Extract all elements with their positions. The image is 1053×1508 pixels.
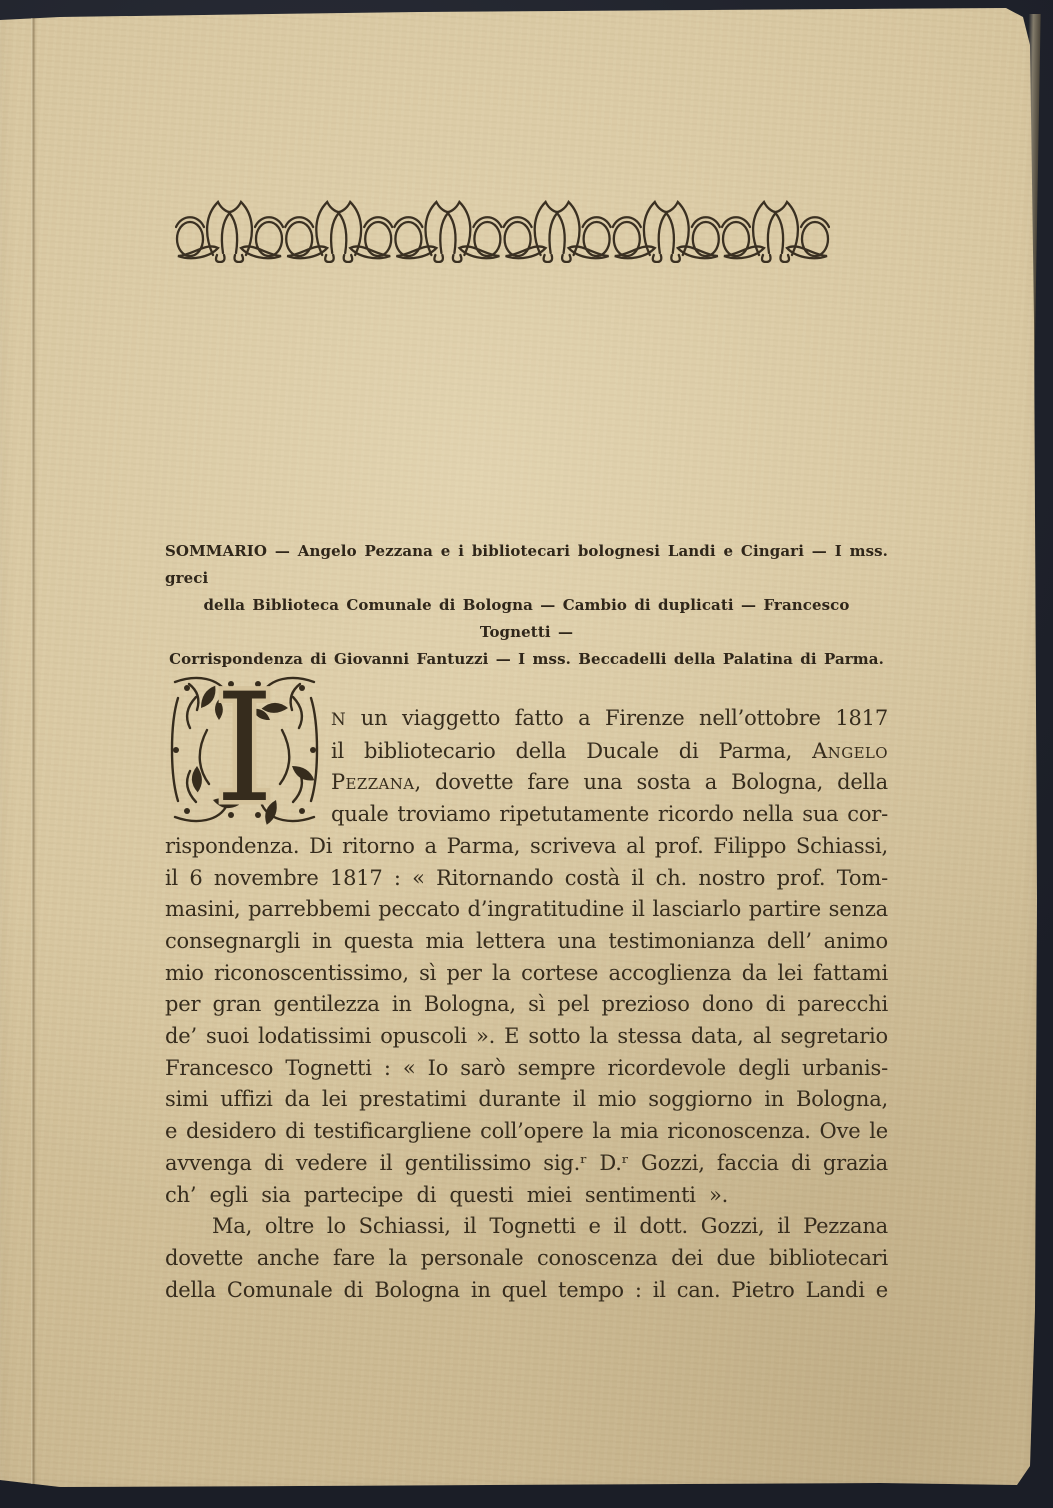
text-line: consegnargli in questa mia lettera una testimonianza dell’ animo <box>165 928 888 953</box>
text-line: per gran gentilezza in Bologna, sì pel prezioso dono di parecchi <box>165 992 888 1017</box>
ornament-band <box>175 197 830 263</box>
text-line: mio riconoscentissimo, sì per la cortese accoglienza da lei fattami <box>165 960 888 985</box>
text-line: dovette anche fare la personale conoscenza dei due bibliotecari <box>165 1245 888 1270</box>
small-caps-name: Pezzana <box>331 770 415 795</box>
text-line: simi uffizi da lei prestatimi durante il mio soggiorno in Bologna, <box>165 1087 888 1112</box>
text-line: e desidero di testificargliene coll’opere la mia riconoscenza. Ove le <box>165 1119 888 1144</box>
text-line: quale troviamo ripetutamente ricordo nella sua cor- <box>331 802 888 827</box>
text-line: della Comunale di Bologna in quel tempo : il can. Pietro Landi e <box>165 1277 888 1302</box>
article-text <box>165 703 888 1306</box>
text-line: Ma, oltre lo Schiassi, il Tognetti e il dott. Gozzi, il Pezzana <box>212 1214 888 1239</box>
text-line: de’ suoi lodatissimi opuscoli ». E sotto la stessa data, al segretario <box>165 1024 888 1049</box>
text-line: N un viaggetto fatto a Firenze nell’ottobre 1817 <box>331 706 888 730</box>
text-line: il 6 novembre 1817 : « Ritornando costà il ch. nostro prof. Tom- <box>165 865 888 890</box>
text-line: Francesco Tognetti : « Io sarò sempre ricordevole degli urbanis- <box>165 1055 888 1080</box>
summary-line: SOMMARIO — Angelo Pezzana e i bibliotecari bolognesi Landi e Cingari — I mss. greci <box>165 542 888 587</box>
small-caps-name: Angelo <box>812 738 888 763</box>
summary-line: della Biblioteca Comunale di Bologna — Cambio di duplicati — Francesco Tognetti — <box>203 596 850 641</box>
text-line: masini, parrebbemi peccato d’ingratitudine il lasciarlo partire senza <box>165 897 888 922</box>
drop-cap-letter: I <box>214 672 275 827</box>
small-cap-letter: N <box>331 709 347 729</box>
text-line: ch’ egli sia partecipe di questi miei sentimenti ». <box>165 1182 729 1207</box>
text-line: avvenga di vedere il gentilissimo sig.ʳ D.ʳ Gozzi, faccia di grazia <box>165 1150 888 1175</box>
text-line: rispondenza. Di ritorno a Parma, scriveva al prof. Filippo Schiassi, <box>165 833 888 858</box>
summary-line: Corrispondenza di Giovanni Fantuzzi — I mss. Beccadelli della Palatina di Parma. <box>169 650 884 668</box>
summary-block <box>165 538 888 673</box>
text-line: il bibliotecario della Ducale di Parma, Angelo <box>331 738 888 763</box>
page-gutter-crease <box>31 18 37 1484</box>
text-line: Pezzana, dovette fare una sosta a Bologna, della <box>331 770 888 795</box>
